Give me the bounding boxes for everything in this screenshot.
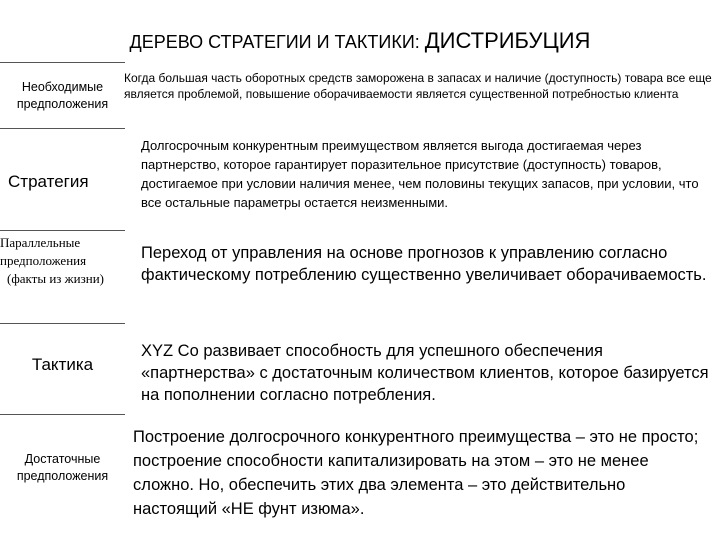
row-label-line: Достаточные (24, 452, 101, 466)
divider (0, 62, 125, 63)
row-label-line: Стратегия (8, 172, 89, 191)
row-label-line: Тактика (31, 355, 94, 374)
row-text-tactic: XYZ Co развивает способность для успешного обеспечения «партнерства» с достаточным количеством клиентов, которое базируется на пополнении согласно потребления. (141, 342, 709, 404)
row-label-line: (факты из жизни) (7, 271, 104, 286)
divider (0, 128, 125, 129)
row-text-parallel-assumptions: Переход от управления на основе прогнозов к управлению согласно фактическому потреблению существенно увеличивает оборачиваемость. (141, 244, 707, 284)
divider (0, 230, 125, 231)
page-title (0, 28, 720, 54)
row-text-necessary-assumptions: Когда большая часть оборотных средств заморожена в запасах и наличие (доступность) товара все еще является проблемой, повышение оборачиваемости является существенной потребностью клиента (124, 71, 712, 101)
divider (0, 323, 125, 324)
row-label-line: Необходимые (21, 80, 104, 94)
row-label-strategy (8, 160, 118, 204)
row-label-line: предположения (16, 469, 109, 483)
row-label-sufficient-assumptions (0, 448, 125, 488)
row-label-parallel-assumptions (0, 234, 124, 294)
row-text-sufficient-assumptions: Построение долгосрочного конкурентного преимущества – это не просто; построение способности капитализировать на этом – это не менее сложно. Но, обеспечить этих два элемента – это действительно настоящий «НЕ фунт изюма». (133, 428, 699, 518)
divider (0, 414, 125, 415)
row-label-line: предположения (0, 253, 87, 268)
row-text-strategy: Долгосрочным конкурентным преимуществом является выгода достигаемая через партнерство, которое гарантирует поразительное присутствие (доступность) товаров, достигаемое при условии наличия менее, чем половины текущих запасов, при условии, что все остальные параметры остается неизменными. (141, 138, 699, 210)
row-label-necessary-assumptions (0, 72, 125, 120)
row-label-line: Параллельные (0, 235, 81, 250)
row-label-line: предположения (16, 97, 109, 111)
title-part-1: ДЕРЕВО СТРАТЕГИИ И ТАКТИКИ: (129, 32, 425, 52)
title-part-2: ДИСТРИБУЦИЯ (424, 28, 591, 53)
row-label-tactic (0, 345, 125, 385)
